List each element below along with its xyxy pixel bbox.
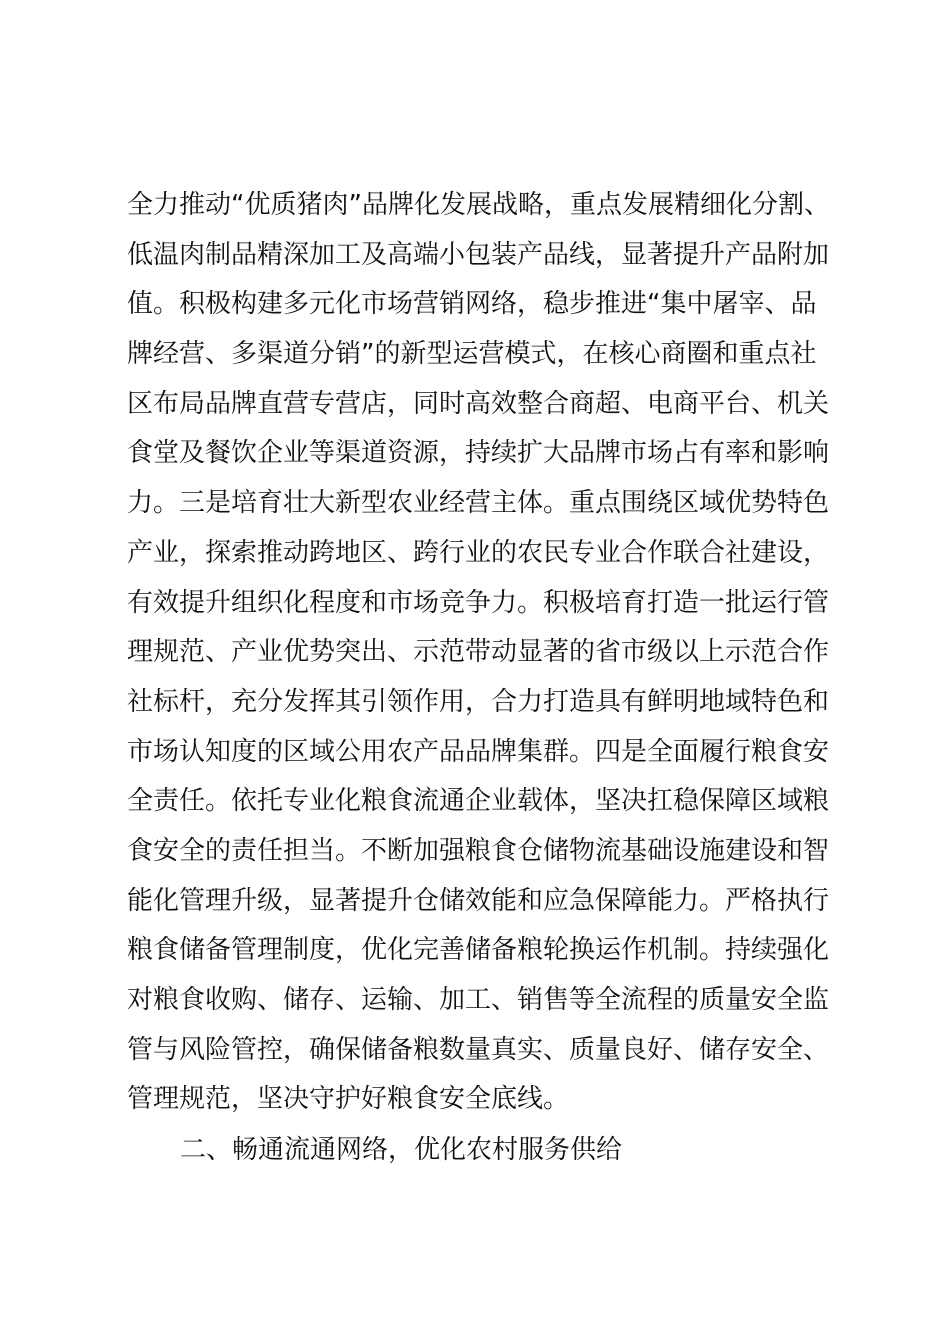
paragraph-line: 食安全的责任担当。不断加强粮食仓储物流基础设施建设和智 [127, 835, 830, 866]
paragraph-line: 全力推动“优质猪肉”品牌化发展战略，重点发展精细化分割、 [127, 190, 830, 220]
paragraph-line: 有效提升组织化程度和市场竞争力。积极培育打造一批运行管 [127, 587, 830, 618]
body-paragraph [127, 181, 847, 1125]
paragraph-line: 粮食储备管理制度，优化完善储备粮轮换运作机制。持续强化 [127, 935, 830, 966]
paragraph-line: 社标杆，充分发挥其引领作用，合力打造具有鲜明地域特色和 [127, 686, 830, 717]
paragraph-line: 能化管理升级，显著提升仓储效能和应急保障能力。严格执行 [127, 885, 830, 916]
paragraph-line: 值。积极构建多元化市场营销网络，稳步推进“集中屠宰、品 [127, 289, 817, 320]
paragraph-line: 食堂及餐饮企业等渠道资源，持续扩大品牌市场占有率和影响 [127, 438, 830, 469]
paragraph-line: 对粮食收购、储存、运输、加工、销售等全流程的质量安全监 [127, 985, 830, 1015]
paragraph-line: 管理规范，坚决守护好粮食安全底线。 [127, 1084, 570, 1115]
paragraph-line: 全责任。依托专业化粮食流通企业载体，坚决扛稳保障区域粮 [127, 786, 830, 817]
paragraph-line: 力。三是培育壮大新型农业经营主体。重点围绕区域优势特色 [127, 488, 830, 519]
paragraph-line: 产业，探索推动跨地区、跨行业的农民专业合作联合社建设， [127, 537, 830, 568]
paragraph-line: 市场认知度的区域公用农产品品牌集群。四是全面履行粮食安 [127, 736, 830, 767]
paragraph-line: 理规范、产业优势突出、示范带动显著的省市级以上示范合作 [127, 637, 830, 668]
paragraph-line: 区布局品牌直营专营店，同时高效整合商超、电商平台、机关 [127, 388, 830, 419]
paragraph-line: 管与风险管控，确保储备粮数量真实、质量良好、储存安全、 [127, 1034, 830, 1065]
paragraph-line: 低温肉制品精深加工及高端小包装产品线，显著提升产品附加 [127, 239, 830, 270]
section-heading: 二、畅通流通网络，优化农村服务供给 [180, 1135, 623, 1165]
paragraph-line: 牌经营、多渠道分销”的新型运营模式，在核心商圈和重点社 [127, 339, 817, 370]
